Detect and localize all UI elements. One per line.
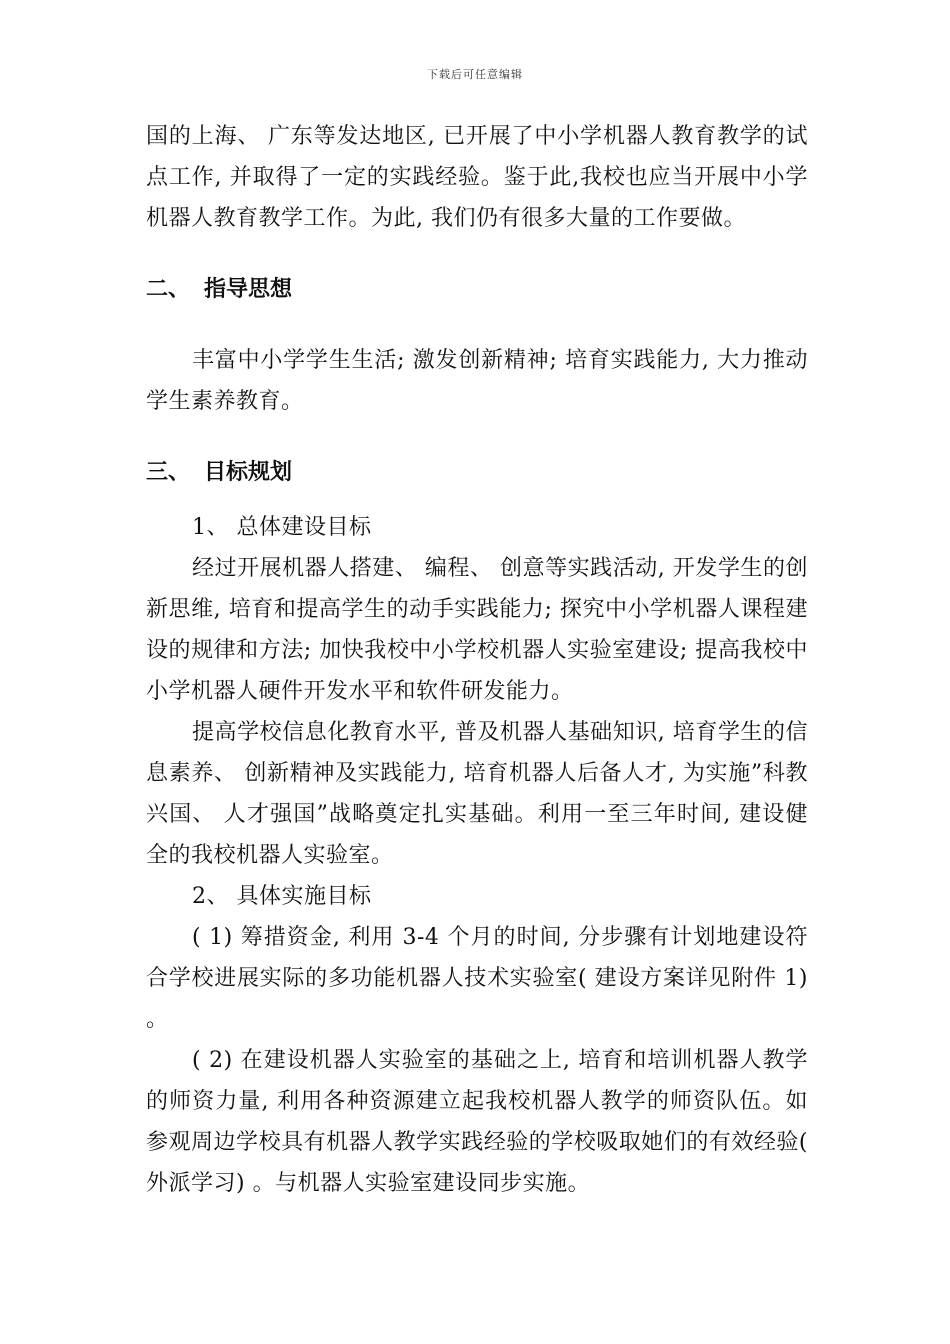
page-header: 下载后可任意编辑 [427,68,523,81]
section-number: 二、 [146,277,191,302]
section-title: 目标规划 [204,460,293,485]
specific-goal-item-2: ( 2) 在建设机器人实验室的基础之上, 培育和培训机器人教学的师资力量, 利用各种资源建立起我校机器人教学的师资队伍。如参观周边学校具有机器人教学实践经验的学校吸取她们的有效经验( 外派学习) 。与机器人实验室建设同步实施。 [146,1048,808,1196]
section-heading-guiding [146,269,808,310]
section-heading-goals [146,452,808,493]
subsection-title-specific: 2、 具体实施目标 [192,884,372,909]
section-title: 指导思想 [204,277,293,302]
specific-goal-item-1: ( 1) 筹措资金, 利用 3-4 个月的时间, 分步骤有计划地建设符合学校进展实际的多功能机器人技术实验室( 建设方案详见附件 1) 。 [146,925,808,1032]
section-number: 三、 [146,460,191,485]
overall-goal-paragraph-2: 提高学校信息化教育水平, 普及机器人基础知识, 培育学生的信息素养、 创新精神及实践能力, 培育机器人后备人才, 为实施”科教兴国、 人才强国”战略奠定扎实基础。利用一至三年时间, 建设健全的我校机器人实验室。 [146,720,808,868]
overall-goal-paragraph-1: 经过开展机器人搭建、 编程、 创意等实践活动, 开发学生的创新思维, 培育和提高学生的动手实践能力; 探究中小学机器人课程建设的规律和方法; 加快我校中小学校机器人实验室建设; 提高我校中小学机器人硬件开发水平和软件研发能力。 [146,556,808,704]
guiding-paragraph: 丰富中小学学生生活; 激发创新精神; 培育实践能力, 大力推动学生素养教育。 [146,348,808,414]
intro-paragraph: 国的上海、 广东等发达地区, 已开展了中小学机器人教育教学的试点工作, 并取得了一定的实践经验。鉴于此,我校也应当开展中小学机器人教育教学工作。为此, 我们仍有很多大量的工作要做。 [146,124,808,231]
document-body [146,116,808,1204]
subsection-title-overall: 1、 总体建设目标 [192,515,372,540]
